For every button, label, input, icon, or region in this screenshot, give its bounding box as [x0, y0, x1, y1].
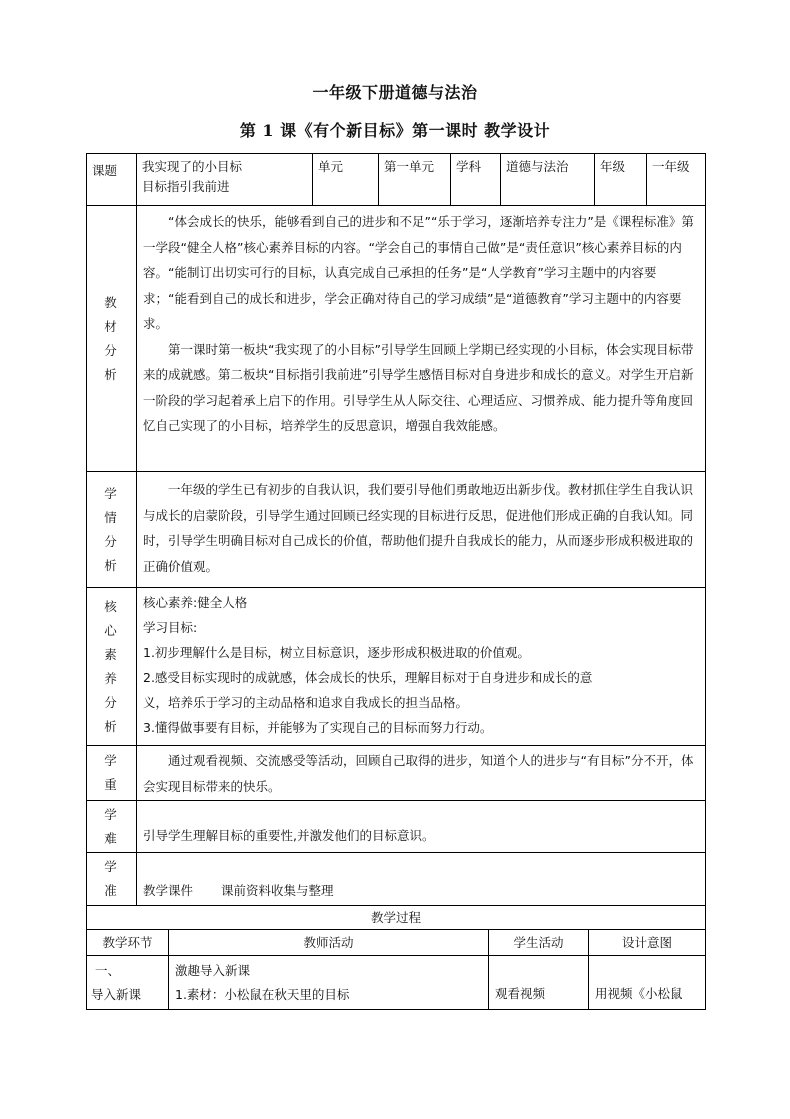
- header-intent: 设计意图: [621, 935, 672, 950]
- literacy-line-4: 2.感受目标实现时的成就感，体会成长的快乐，理解目标对于自身进步和成长的意: [143, 670, 593, 685]
- literacy-line-2: 学习目标:: [143, 620, 198, 635]
- subject-label: 学科: [451, 154, 501, 205]
- material-content: [137, 206, 705, 471]
- unit-value: 第一单元: [379, 154, 451, 205]
- material-analysis-row: [86, 206, 706, 472]
- process-title-row: [86, 906, 706, 930]
- teacher-line-2: 1.素材：小松鼠在秋天里的目标: [175, 987, 350, 1002]
- unit-label: 单元: [313, 154, 379, 205]
- student-cell: [489, 956, 589, 1009]
- literacy-row: [86, 588, 706, 746]
- prep-item-2: 课前资料收集与整理: [221, 883, 334, 898]
- topic-value: [137, 154, 313, 205]
- subtitle-lesson: 第 1 课《有个新目标》第一课时: [239, 121, 479, 140]
- difficult-points-row: [86, 801, 706, 853]
- literacy-line-1: 核心素养:健全人格: [143, 595, 248, 610]
- document-subtitle: [0, 118, 790, 141]
- literacy-content: [137, 588, 705, 745]
- preparation-row: [86, 853, 706, 906]
- key-content: [137, 746, 705, 800]
- header-student: 学生活动: [489, 930, 589, 955]
- topic-line-1: 我实现了的小目标: [142, 159, 243, 174]
- teacher-cell: [169, 956, 489, 1009]
- stage-cell: [87, 956, 169, 1009]
- teacher-line-1: 激趣导入新课: [175, 963, 251, 978]
- info-row: [86, 153, 706, 206]
- intent-cell: [589, 956, 705, 1009]
- key-paragraph: 通过观看视频、交流感受等活动，回顾自己取得的进步，知道个人的进步与“有目标”分不开，体会实现目标带来的快乐。: [143, 753, 694, 794]
- material-paragraph-2: 第一课时第一板块“我实现了的小目标”引导学生回顾上学期已经实现的小目标，体会实现目标带来的成就感。第二板块“目标指引我前进”引导学生感悟目标对自身进步和成长的意义。对学生开启新一阶段的学习起着承上启下的作用。引导学生从人际交往、心理适应、习惯养成、能力提升等角度回忆自己实现了的小目标，培养学生的反思意识，增强自我效能感。: [143, 341, 694, 433]
- prep-item-1: 教学课件: [143, 883, 194, 898]
- lesson-plan-table: [86, 153, 706, 1010]
- document-title: 一年级下册道德与法治: [312, 83, 478, 102]
- literacy-line-5: 义，培养乐于学习的主动品格和追求自我成长的担当品格。: [143, 695, 469, 710]
- grade-value: 一年级: [652, 159, 690, 174]
- key-points-row: [86, 746, 706, 801]
- literacy-line-3: 1.初步理解什么是目标，树立目标意识，逐步形成积极进取的价值观。: [143, 645, 530, 660]
- material-paragraph-1: “体会成长的快乐，能够看到自己的进步和不足”“乐于学习，逐渐培养专注力”是《课程标准》第一学段“健全人格”核心素养目标的内容。“学会自己的事情自己做”是“责任意识”核心素养目标的内容。“能制订出切实可行的目标，认真完成自己承担的任务”是“人学教育”学习主题中的内容要求；“能看到自己的成长和进步，学会正确对待自己的学习成绩”是“道德教育”学习主题中的内容要求。: [143, 214, 694, 331]
- students-label: 学 情 分 析: [87, 472, 137, 587]
- topic-line-2: 目标指引我前进: [142, 179, 230, 194]
- prep-content: [137, 853, 705, 905]
- prep-label: 学 准: [87, 853, 137, 905]
- topic-label: 课题: [87, 154, 137, 205]
- difficult-label: 学 难: [87, 801, 137, 852]
- process-header-row: [86, 930, 706, 956]
- students-content: [137, 472, 705, 587]
- difficult-content: [137, 801, 705, 852]
- students-paragraph: 一年级的学生已有初步的自我认识，我们要引导他们勇敢地迈出新步伐。教材抓住学生自我认识与成长的启蒙阶段，引导学生通过回顾已经实现的目标进行反思，促进他们形成正确的自我认知。同时，引导学生明确目标对自己成长的价值，帮助他们提升自我成长的能力，从而逐步形成积极进取的正确价值观。: [143, 482, 694, 574]
- grade-label: 年级: [595, 154, 647, 205]
- stage-line-1: 一、: [95, 963, 121, 978]
- design-intent: 用视频《小松鼠: [595, 986, 683, 1001]
- stage-line-2: 导入新课: [91, 987, 142, 1002]
- literacy-line-6: 3.懂得做事要有目标，并能够为了实现自己的目标而努力行动。: [143, 720, 493, 735]
- material-label: 教 材 分 析: [87, 206, 137, 471]
- difficult-text: 引导学生理解目标的重要性,并激发他们的目标意识。: [143, 828, 435, 843]
- literacy-label: 核 心 素 养 分 析: [87, 588, 137, 745]
- subject-value: 道德与法治: [501, 154, 595, 205]
- process-title: 教学过程: [370, 910, 421, 925]
- student-activity: 观看视频: [495, 986, 546, 1001]
- student-analysis-row: [86, 472, 706, 588]
- subtitle-design: 教学设计: [484, 121, 551, 140]
- process-row: [86, 956, 706, 1010]
- header-teacher: 教师活动: [169, 930, 489, 955]
- key-label: 学 重: [87, 746, 137, 800]
- header-stage: 教学环节: [87, 930, 169, 955]
